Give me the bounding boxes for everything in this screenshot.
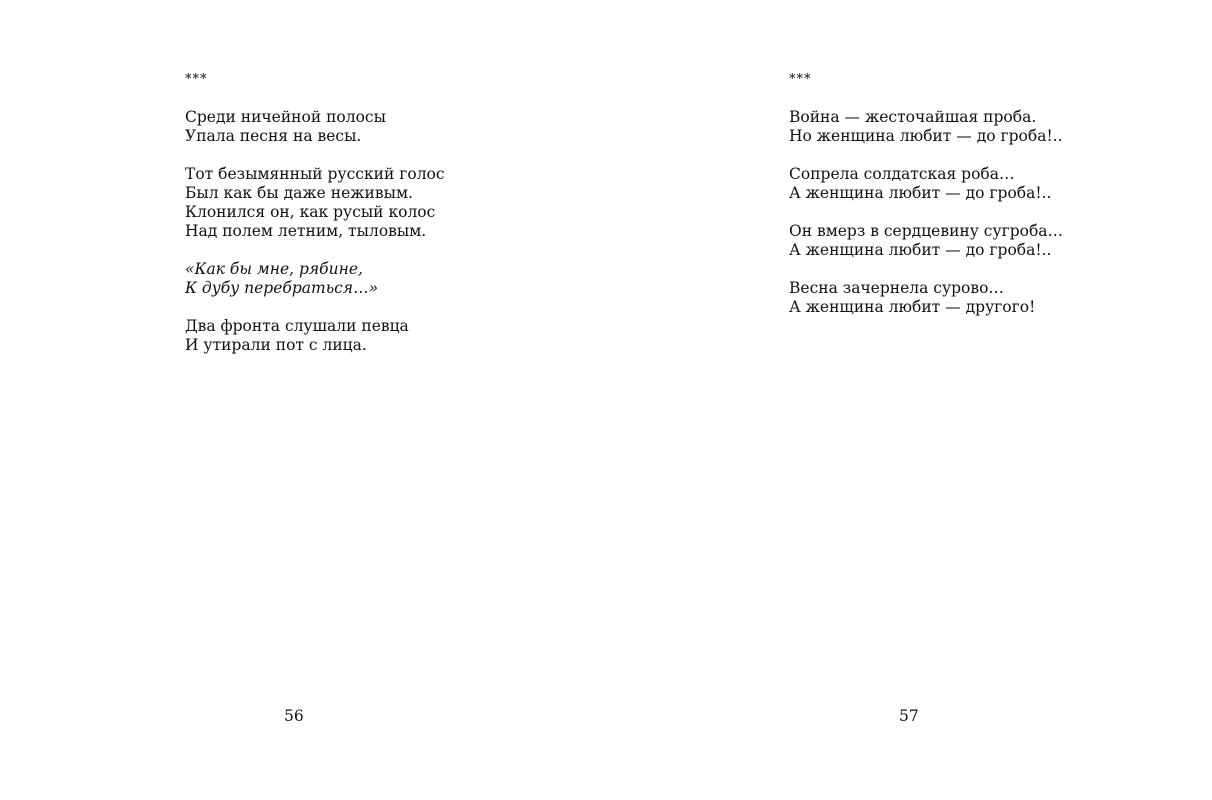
poem-line: А женщина любит — до гроба!..: [789, 241, 1052, 259]
poem-line: А женщина любит — до гроба!..: [789, 184, 1052, 202]
poem-line: Он вмерз в сердцевину сугроба…: [789, 222, 1064, 240]
poem-line: К дубу перебраться…»: [185, 279, 379, 297]
stanza: [789, 165, 1063, 203]
poem-line: Но женщина любит — до гроба!..: [789, 127, 1063, 145]
page-number: 57: [899, 707, 919, 725]
poem-line: Весна зачернела сурово…: [789, 279, 1004, 297]
stanza: [789, 222, 1063, 260]
stanza: [789, 279, 1063, 317]
poem-right: [789, 70, 1063, 317]
poem-line: И утирали пот с лица.: [185, 336, 367, 354]
poem-line: Среди ничейной полосы: [185, 108, 386, 126]
poem-line: Война — жесточайшая проба.: [789, 108, 1037, 126]
poem-line: А женщина любит — другого!: [789, 298, 1036, 316]
page-number: 56: [284, 707, 304, 725]
poem-line: Тот безымянный русский голос: [185, 165, 445, 183]
stanza: [789, 108, 1063, 146]
poem-line: Был как бы даже неживым.: [185, 184, 413, 202]
poem-line: Упала песня на весы.: [185, 127, 362, 145]
stanza-quote: [185, 260, 445, 298]
poem-line: «Как бы мне, рябине,: [185, 260, 363, 278]
poem-separator: ***: [185, 72, 208, 87]
right-page: [606, 0, 1212, 800]
poem-left: [185, 70, 445, 355]
stanza: [185, 108, 445, 146]
poem-line: Над полем летним, тыловым.: [185, 222, 427, 240]
poem-separator: ***: [789, 72, 812, 87]
poem-line: Два фронта слушали певца: [185, 317, 409, 335]
poem-line: Сопрела солдатская роба…: [789, 165, 1015, 183]
poem-line: Клонился он, как русый колос: [185, 203, 436, 221]
stanza: [185, 317, 445, 355]
stanza: [185, 165, 445, 241]
